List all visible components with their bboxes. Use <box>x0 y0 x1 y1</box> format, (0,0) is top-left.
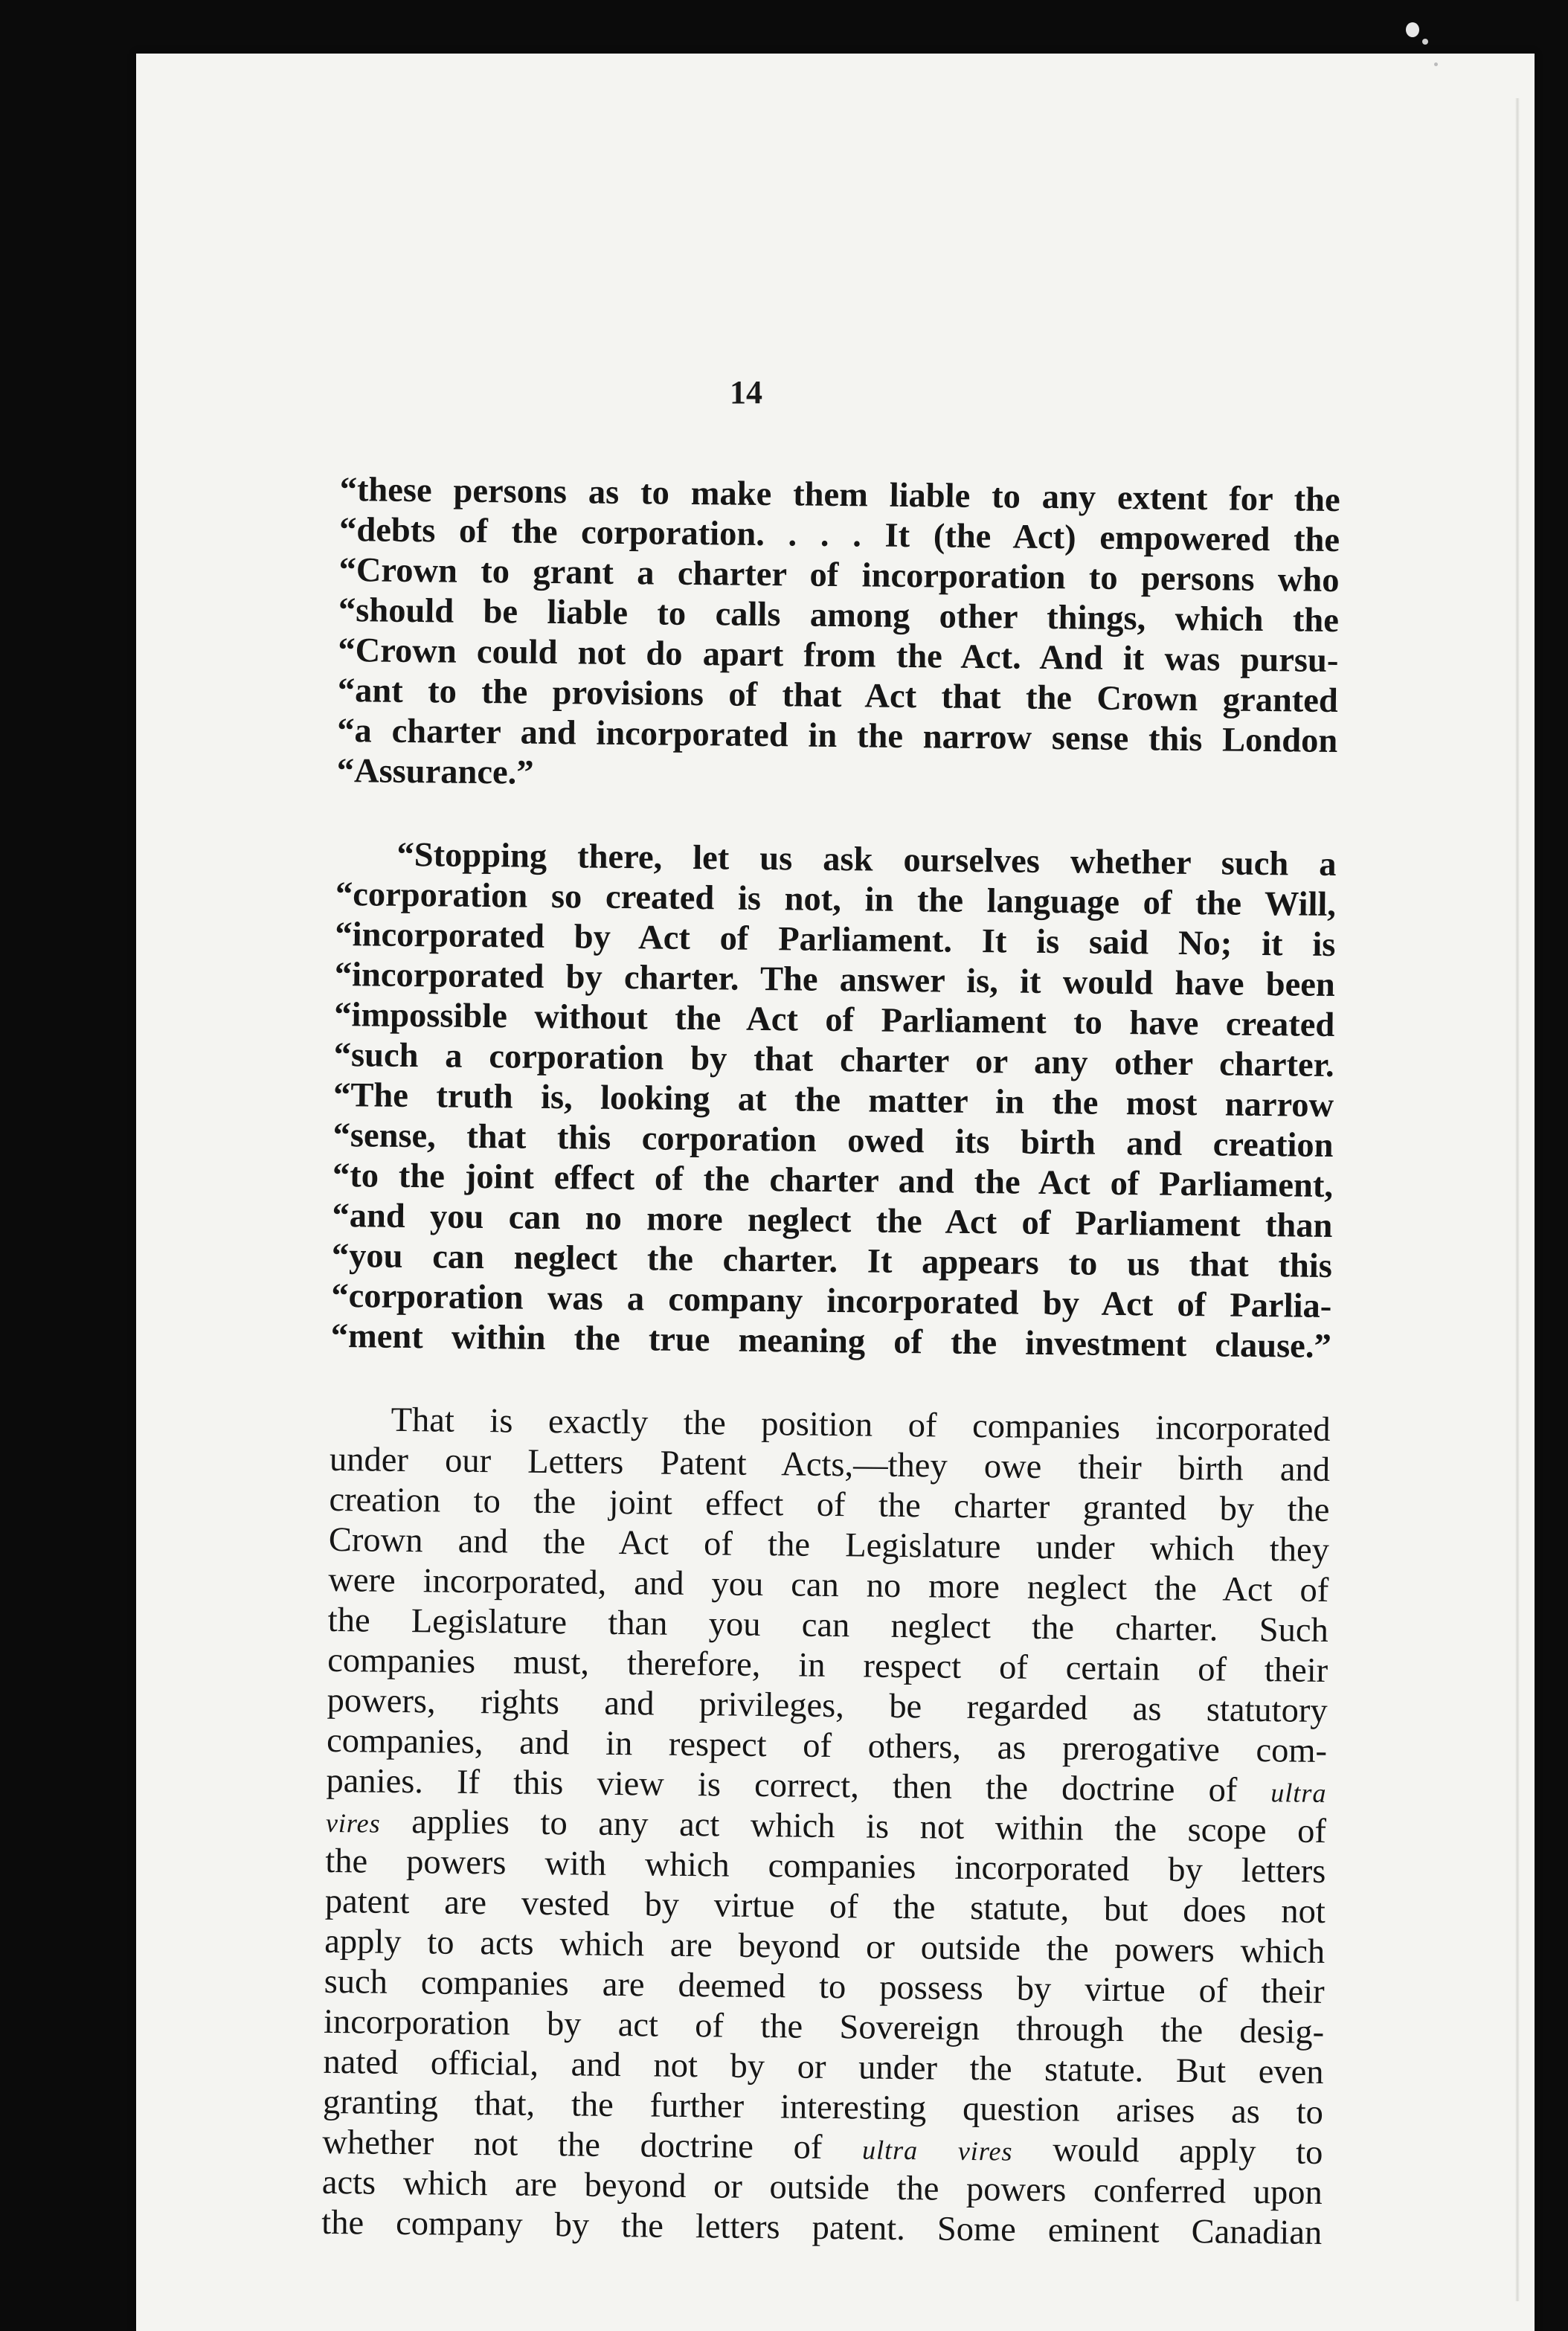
text-line: “debts of the corporation. . . . It (the Act) empowered the <box>338 510 1340 560</box>
text-line: “these persons as to make them liable to any extent for the <box>339 470 1340 520</box>
text-line: “Stopping there, let us ask ourselves whether such a <box>396 835 1337 884</box>
text-line: panies. If this view is correct, then the doctrine of ultra <box>326 1761 1327 1810</box>
text-line: “ment within the true meaning of the investment clause.” <box>330 1316 1331 1366</box>
text-line: whether not the doctrine of ultra vires would apply to <box>322 2123 1323 2172</box>
scan-speck <box>1406 22 1419 37</box>
latin-term: ultra <box>1270 1778 1327 1808</box>
text-line: “corporation so created is not, in the language of the Will, <box>335 875 1337 925</box>
text-line: incorporation by act of the Sovereign through the desig- <box>323 2002 1325 2051</box>
text-line: That is exactly the position of companies incorporated <box>391 1401 1331 1450</box>
text-line: companies must, therefore, in respect of certain of their <box>327 1641 1328 1690</box>
text-line: “Crown could not do apart from the Act. And it was pursu- <box>338 631 1339 681</box>
text-line: vires applies to any act which is not within the scope of <box>325 1802 1327 1851</box>
text-line: “sense, that this corporation owed its birth and creation <box>332 1116 1334 1166</box>
text-line: the powers with which companies incorporated by letters <box>325 1842 1326 1891</box>
text-line: “and you can no more neglect the Act of Parliament than <box>332 1196 1333 1246</box>
text-line: such companies are deemed to possess by virtue of their <box>324 1962 1325 2011</box>
text-line: “impossible without the Act of Parliament to have created <box>334 995 1335 1045</box>
text-line: were incorporated, and you can no more neglect the Act of <box>328 1560 1329 1610</box>
text-line: “ant to the provisions of that Act that the Crown granted <box>337 671 1339 721</box>
text-line: companies, and in respect of others, as prerogative com- <box>326 1721 1328 1770</box>
scan-speck <box>1434 62 1438 66</box>
latin-term: vires <box>325 1807 381 1839</box>
text-line: nated official, and not by or under the statute. But even <box>323 2042 1324 2092</box>
latin-term: vires <box>957 2135 1013 2167</box>
text-line: “a charter and incorporated in the narrow sense this London <box>337 711 1338 761</box>
text-line: “incorporated by charter. The answer is, it would have been <box>334 955 1336 1005</box>
text-line: “corporation was a company incorporated by Act of Parlia- <box>331 1276 1332 1326</box>
text-line: “you can neglect the charter. It appears to us that this <box>331 1236 1333 1286</box>
text-line: “should be liable to calls among other things, which the <box>338 591 1340 640</box>
text-line: Crown and the Act of the Legislature under which they <box>328 1520 1330 1570</box>
text-line: creation to the joint effect of the charter granted by the <box>329 1480 1330 1530</box>
text-line: granting that, the further interesting question arises as to <box>322 2083 1324 2132</box>
text-line: “The truth is, looking at the matter in the most narrow <box>332 1076 1334 1125</box>
text-line: the Legislature than you can neglect the charter. Such <box>327 1601 1328 1650</box>
text-line: “Crown to grant a charter of incorporation to persons who <box>338 550 1340 600</box>
text-line: apply to acts which are beyond or outside the powers which <box>324 1922 1326 1971</box>
scan-speck <box>1422 39 1428 45</box>
text-line: patent are vested by virtue of the statute, but does not <box>324 1882 1326 1931</box>
text-line: acts which are beyond or outside the powers conferred upon <box>321 2163 1323 2212</box>
document-page <box>136 54 1535 2331</box>
text-line: “incorporated by Act of Parliament. It is said No; it is <box>335 915 1336 965</box>
text-line: the company by the letters patent. Some eminent Canadian <box>321 2203 1323 2252</box>
text-line: “to the joint effect of the charter and the Act of Parliament, <box>332 1156 1334 1206</box>
body-text <box>321 470 1340 2254</box>
text-line: under our Letters Patent Acts,—they owe their birth and <box>329 1440 1331 1490</box>
latin-term: ultra <box>861 2135 919 2166</box>
text-line: “Assurance.” <box>336 751 534 792</box>
text-line: powers, rights and privileges, be regarded as statutory <box>327 1681 1328 1730</box>
page-number: 14 <box>730 374 762 411</box>
page-edge-shadow <box>1515 98 1520 2301</box>
text-line: “such a corporation by that charter or any other charter. <box>333 1035 1334 1085</box>
